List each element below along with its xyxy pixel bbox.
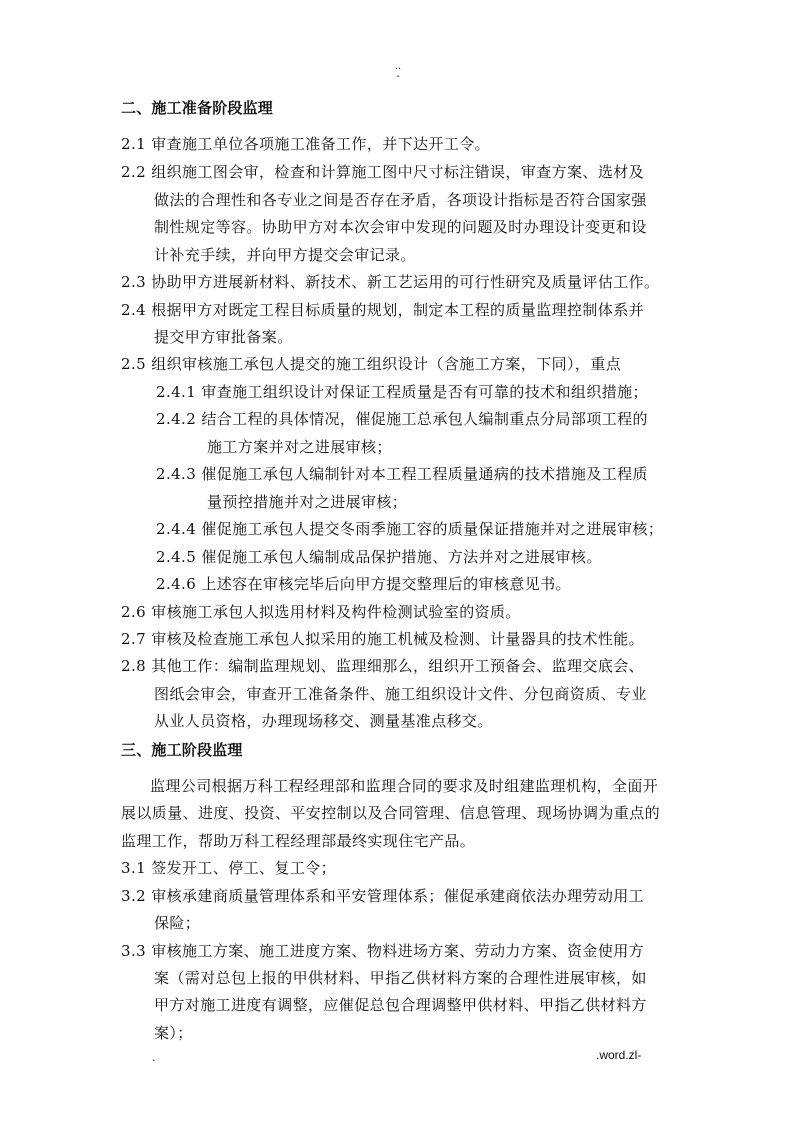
footer-left-mark: .: [152, 1051, 156, 1064]
paragraph-line: 2.5 组织审核施工承包人提交的施工组织设计（含施工方案，下同），重点: [121, 355, 622, 373]
paragraph-line: 计补充手续，并向甲方提交会审记录。: [154, 246, 416, 264]
paragraph-line: 监理工作，帮助万科工程经理部最终实现住宅产品。: [121, 832, 476, 850]
paragraph-line: 2.1 审查施工单位各项施工准备工作，并下达开工令。: [121, 135, 491, 153]
paragraph-line: 2.4.3 催促施工承包人编制针对本工程工程质量通病的技术措施及工程质: [156, 465, 648, 483]
paragraph-line: 3.2 审核承建商质量管理体系和平安管理体系；催促承建商依法办理劳动用工: [121, 887, 645, 905]
header-mark-top: ..: [394, 61, 402, 72]
paragraph-line: 2.4.4 催促施工承包人提交冬雨季施工容的质量保证措施并对之进展审核；: [156, 520, 664, 538]
paragraph-line: 3.3 审核施工方案、施工进度方案、物料进场方案、劳动力方案、资金使用方: [121, 942, 645, 960]
paragraph-line: 做法的合理性和各专业之间是否存在矛盾，各项设计指标是否符合国家强: [154, 191, 647, 209]
paragraph-line: 监理公司根据万科工程经理部和监理合同的要求及时组建监理机构，全面开: [150, 777, 659, 795]
paragraph-line: 2.4.1 审查施工组织设计对保证工程质量是否有可靠的技术和组织措施；: [156, 383, 648, 401]
paragraph-line: 甲方对施工进度有调整，应催促总包合理调整甲供材料、甲指乙供材料方: [154, 996, 647, 1014]
paragraph-line: 2.7 审核及检查施工承包人拟采用的施工机械及检测、计量器具的技术性能。: [121, 630, 645, 648]
paragraph-line: 制性规定等容。协助甲方对本次会审中发现的问题及时办理设计变更和设: [154, 218, 647, 236]
paragraph-line: 2.3 协助甲方进展新材料、新技术、新工艺运用的可行性研究及质量评估工作。: [121, 273, 660, 291]
paragraph-line: 3.1 签发开工、停工、复工令；: [121, 859, 337, 877]
paragraph-line: 保险；: [154, 914, 201, 932]
paragraph-line: 提交甲方审批备案。: [154, 328, 293, 346]
paragraph-line: 案）；: [154, 1024, 193, 1042]
paragraph-line: 展以质量、进度、投资、平安控制以及合同管理、信息管理、现场协调为重点的: [121, 804, 661, 822]
paragraph-line: 2.8 其他工作：编制监理规划、监理细那么，组织开工预备会、监理交底会、: [121, 657, 645, 675]
paragraph-line: 2.4.2 结合工程的具体情况，催促施工总承包人编制重点分局部项工程的: [156, 410, 648, 428]
section-3-heading: 三、施工阶段监理: [121, 741, 243, 759]
paragraph-line: 2.4.5 催促施工承包人编制成品保护措施、方法并对之进展审核。: [156, 548, 602, 566]
paragraph-line: 2.4.6 上述容在审核完毕后向甲方提交整理后的审核意见书。: [156, 575, 571, 593]
paragraph-line: 图纸会审会，审查开工准备条件、施工组织设计文件、分包商资质、专业: [154, 685, 647, 703]
footer-right-text: .word.zl-: [596, 1048, 642, 1062]
paragraph-line: 量预控措施并对之进展审核；: [207, 493, 408, 511]
paragraph-line: 2.2 组织施工图会审，检查和计算施工图中尺寸标注错误，审查方案、选材及: [121, 163, 645, 181]
paragraph-line: 从业人员资格，办理现场移交、测量基准点移交。: [154, 712, 493, 730]
paragraph-line: 2.4 根据甲方对既定工程目标质量的规划，制定本工程的质量监理控制体系并: [121, 301, 645, 319]
paragraph-line: 案（需对总包上报的甲供材料、甲指乙供材料方案的合理性进展审核，如: [154, 969, 647, 987]
section-2-heading: 二、施工准备阶段监理: [121, 99, 274, 117]
header-mark-bottom: -: [396, 71, 400, 82]
paragraph-line: 2.6 审核施工承包人拟选用材料及构件检测试验室的资质。: [121, 603, 521, 621]
page-header-mark: [388, 62, 408, 82]
paragraph-line: 施工方案并对之进展审核；: [207, 438, 392, 456]
